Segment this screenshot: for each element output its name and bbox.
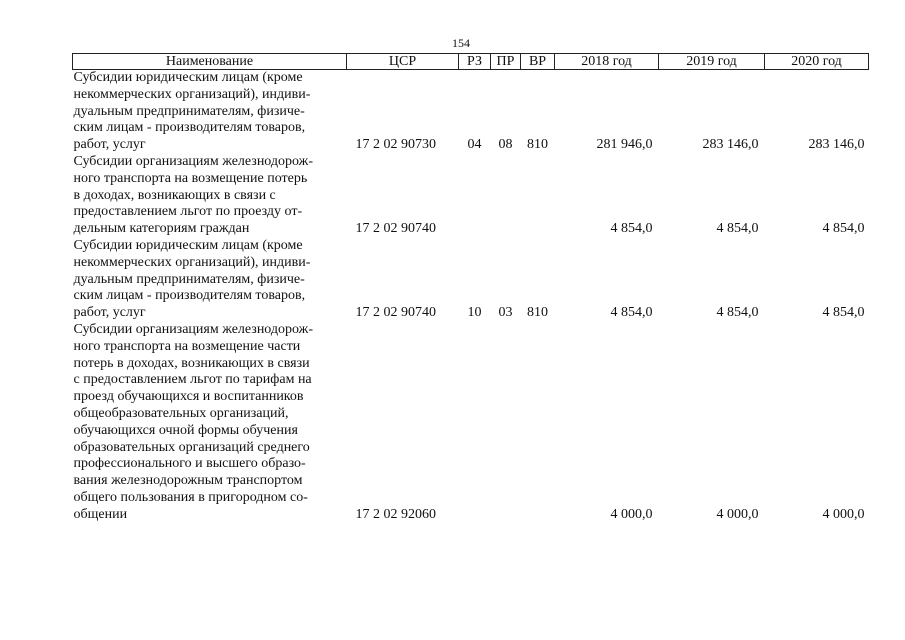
header-vr: ВР: [521, 54, 555, 70]
row-vr: [521, 154, 555, 238]
row-pr: [491, 322, 521, 524]
row-csr: 17 2 02 90740: [355, 221, 436, 237]
row-2018: 4 000,0: [610, 506, 653, 522]
row-2019: 4 854,0: [716, 221, 759, 237]
table-row: [73, 70, 869, 154]
row-2019: 283 146,0: [702, 137, 759, 153]
row-pr: 08: [498, 137, 513, 153]
table-row: [73, 154, 869, 238]
row-2020: 4 854,0: [822, 305, 865, 321]
table-row: [73, 322, 869, 524]
header-name: Наименование: [73, 54, 347, 70]
row-name: Субсидии организациям железнодорож- ного транспорта на возмещение части потерь в доходах, возникающих в связи с предоставлением льгот по тарифам на проезд обучающихся и воспитанников общеобразовательных организаций, обучающихся очной формы обучения образовательных организаций среднего профессионального и высшего образо- вания железнодорожным транспортом общего пользования в пригородном со- общении: [73, 321, 314, 522]
row-rz: 04: [467, 137, 482, 153]
row-rz: [459, 322, 491, 524]
row-2018: 4 854,0: [610, 221, 653, 237]
budget-table: [72, 53, 869, 524]
row-2020: 4 000,0: [822, 506, 865, 522]
row-vr: 810: [527, 305, 548, 321]
row-rz: 10: [467, 305, 482, 321]
row-2018: 4 854,0: [610, 305, 653, 321]
header-2018: 2018 год: [555, 54, 659, 70]
row-2018: 281 946,0: [596, 137, 653, 153]
header-row: [73, 54, 869, 70]
header-csr: ЦСР: [347, 54, 459, 70]
row-vr: 810: [527, 137, 548, 153]
row-2019: 4 854,0: [716, 305, 759, 321]
row-2020: 283 146,0: [808, 137, 865, 153]
header-2020: 2020 год: [765, 54, 869, 70]
row-pr: 03: [498, 305, 513, 321]
row-2019: 4 000,0: [716, 506, 759, 522]
row-2020: 4 854,0: [822, 221, 865, 237]
row-csr: 17 2 02 90740: [355, 305, 436, 321]
row-name: Субсидии организациям железнодорож- ного транспорта на возмещение потерь в доходах, возникающих в связи с предоставлением льгот по проезду от- дельным категориям граждан: [73, 153, 314, 237]
page-number: 154: [452, 36, 470, 50]
header-2019: 2019 год: [659, 54, 765, 70]
table-body: [73, 70, 869, 524]
row-pr: [491, 154, 521, 238]
table-row: [73, 238, 869, 322]
row-name: Субсидии юридическим лицам (кроме некоммерческих организаций), индиви- дуальным предпринимателям, физиче- ским лицам - производителям товаров, работ, услуг: [73, 70, 311, 153]
row-rz: [459, 154, 491, 238]
header-pr: ПР: [491, 54, 521, 70]
table-header: [73, 54, 869, 70]
row-name: Субсидии юридическим лицам (кроме некоммерческих организаций), индиви- дуальным предпринимателям, физиче- ским лицам - производителям товаров, работ, услуг: [73, 237, 311, 321]
row-csr: 17 2 02 90730: [355, 137, 436, 153]
row-vr: [521, 322, 555, 524]
row-csr: 17 2 02 92060: [355, 506, 436, 522]
header-rz: РЗ: [459, 54, 491, 70]
